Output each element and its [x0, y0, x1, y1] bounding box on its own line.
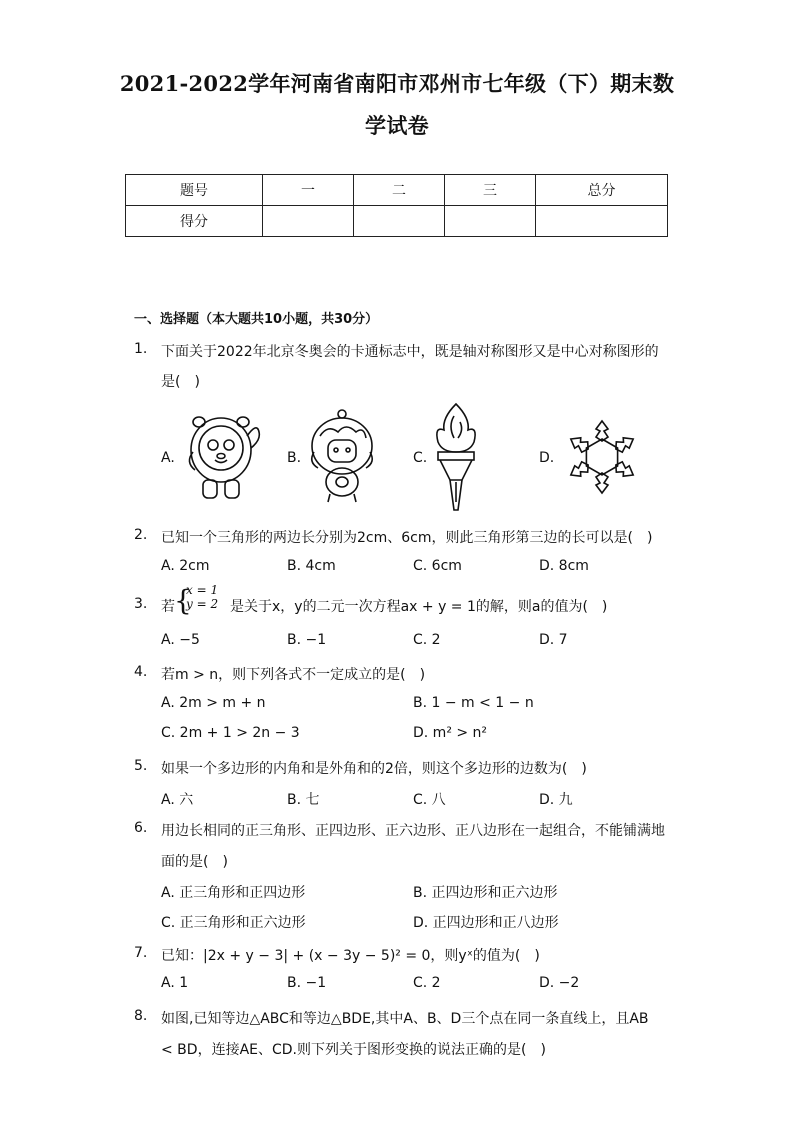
- panda-mascot-icon: [183, 408, 265, 504]
- option-b[interactable]: B. −1: [287, 632, 327, 648]
- score-input-cell[interactable]: [263, 206, 354, 237]
- question-number: 6.: [134, 820, 148, 836]
- question-text: 是关于x，y的二元一次方程ax + y = 1的解，则a的值为( ): [230, 599, 608, 615]
- exam-title-line2: 学试卷: [365, 113, 429, 138]
- option-a[interactable]: A.: [161, 450, 175, 466]
- question-text: 面的是( ): [161, 854, 228, 870]
- table-row: [126, 206, 668, 237]
- table-row: [126, 175, 668, 206]
- exam-title-line1: 2021-2022学年河南省南阳市邓州市七年级（下）期末数: [119, 71, 675, 96]
- question-number: 1.: [134, 341, 148, 357]
- lantern-mascot-icon: [306, 406, 378, 506]
- option-a[interactable]: A. 六: [161, 792, 194, 808]
- system-eq-2: y = 2: [186, 597, 219, 611]
- option-d[interactable]: D. 7: [539, 632, 568, 648]
- table-cell: 三: [445, 175, 536, 206]
- question-text: 用边长相同的正三角形、正四边形、正六边形、正八边形在一起组合，不能铺满地: [161, 823, 665, 839]
- option-b[interactable]: B. −1: [287, 975, 327, 991]
- option-b[interactable]: B. 1 − m < 1 − n: [413, 695, 534, 711]
- score-input-cell[interactable]: [536, 206, 668, 237]
- option-a[interactable]: A. 1: [161, 975, 189, 991]
- score-input-cell[interactable]: [354, 206, 445, 237]
- option-d[interactable]: D.: [539, 450, 555, 466]
- question-number: 7.: [134, 945, 148, 961]
- question-text: 若m > n，则下列各式不一定成立的是( ): [161, 667, 426, 683]
- snowflake-icon: [560, 412, 644, 502]
- option-d[interactable]: D. −2: [539, 975, 580, 991]
- option-c[interactable]: C. 八: [413, 792, 446, 808]
- option-a[interactable]: A. 2m > m + n: [161, 695, 266, 711]
- torch-icon: [432, 402, 480, 514]
- question-text: 已知：|2x + y − 3| + (x − 3y − 5)² = 0，则yˣ的值为( ): [161, 948, 540, 964]
- question-text: 是( ): [161, 374, 200, 390]
- option-a[interactable]: A. 正三角形和正四边形: [161, 885, 306, 901]
- option-a[interactable]: A. −5: [161, 632, 200, 648]
- option-b[interactable]: B. 4cm: [287, 558, 336, 574]
- option-d[interactable]: D. m² > n²: [413, 725, 488, 741]
- option-c[interactable]: C. 正三角形和正六边形: [161, 915, 306, 931]
- table-cell: 题号: [126, 175, 263, 206]
- question-prefix: 若: [161, 599, 175, 615]
- table-cell: 得分: [126, 206, 263, 237]
- option-c[interactable]: C.: [413, 450, 428, 466]
- table-cell: 一: [263, 175, 354, 206]
- table-cell: 二: [354, 175, 445, 206]
- option-d[interactable]: D. 九: [539, 792, 573, 808]
- option-c[interactable]: C. 2: [413, 632, 441, 648]
- question-number: 3.: [134, 596, 148, 612]
- score-input-cell[interactable]: [445, 206, 536, 237]
- option-a[interactable]: A. 2cm: [161, 558, 210, 574]
- brace-icon: {: [174, 584, 192, 617]
- system-eq-1: x = 1: [186, 583, 219, 597]
- option-d[interactable]: D. 正四边形和正八边形: [413, 915, 559, 931]
- question-text: 如果一个多边形的内角和是外角和的2倍，则这个多边形的边数为( ): [161, 761, 587, 777]
- section-heading: 一、选择题（本大题共10小题，共30分）: [134, 312, 379, 327]
- table-cell: 总分: [536, 175, 668, 206]
- score-table: [125, 174, 668, 237]
- question-text: 下面关于2022年北京冬奥会的卡通标志中，既是轴对称图形又是中心对称图形的: [161, 344, 659, 360]
- question-number: 5.: [134, 758, 148, 774]
- option-b[interactable]: B. 正四边形和正六边形: [413, 885, 558, 901]
- option-c[interactable]: C. 6cm: [413, 558, 462, 574]
- option-c[interactable]: C. 2: [413, 975, 441, 991]
- option-d[interactable]: D. 8cm: [539, 558, 589, 574]
- option-b[interactable]: B. 七: [287, 792, 320, 808]
- question-text: 如图,已知等边△ABC和等边△BDE,其中A、B、D三个点在同一条直线上，且AB: [161, 1011, 649, 1027]
- option-b[interactable]: B.: [287, 450, 302, 466]
- question-text: < BD，连接AE、CD.则下列关于图形变换的说法正确的是( ): [161, 1042, 546, 1058]
- question-number: 8.: [134, 1008, 148, 1024]
- question-text: 已知一个三角形的两边长分别为2cm、6cm，则此三角形第三边的长可以是( ): [161, 530, 653, 546]
- question-number: 4.: [134, 664, 148, 680]
- option-c[interactable]: C. 2m + 1 > 2n − 3: [161, 725, 300, 741]
- question-number: 2.: [134, 527, 148, 543]
